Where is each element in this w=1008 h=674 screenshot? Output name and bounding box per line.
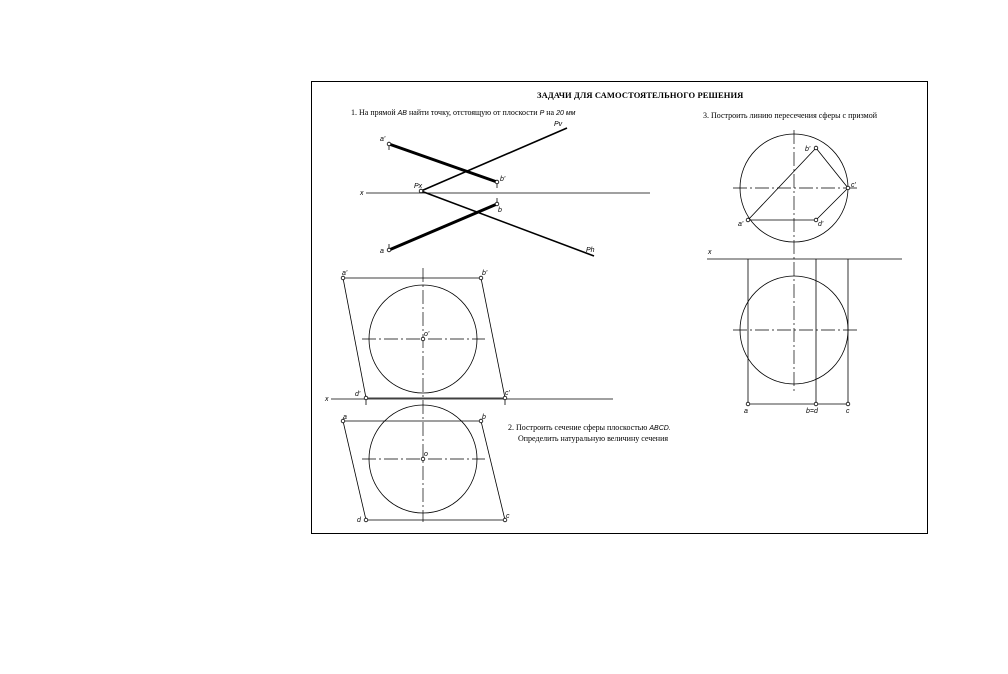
sheet-title: ЗАДАЧИ ДЛЯ САМОСТОЯТЕЛЬНОГО РЕШЕНИЯ bbox=[537, 90, 744, 100]
t2-point-d-prime bbox=[364, 396, 368, 400]
task2-plane-name: ABCD. bbox=[649, 425, 671, 432]
t1-label-a: a bbox=[380, 248, 384, 255]
t3-point-a bbox=[746, 402, 750, 406]
t1-label-b: b bbox=[498, 207, 502, 214]
t3-point-c bbox=[846, 402, 850, 406]
t1-label-a-prime: a' bbox=[380, 136, 386, 143]
task1-distance: 20 мм bbox=[556, 110, 576, 117]
t2-label-d: d bbox=[357, 517, 361, 524]
task2-statement-line2: Определить натуральную величину сечения bbox=[518, 434, 669, 443]
t2-label-b-prime: b' bbox=[482, 270, 488, 277]
t1-label-px: Px bbox=[414, 183, 423, 190]
t3-label-a-prime: a' bbox=[738, 221, 744, 228]
t2-point-d bbox=[364, 518, 368, 522]
t3-label-c: c bbox=[846, 408, 850, 415]
t3-label-x: x bbox=[708, 249, 712, 256]
t1-point-a-prime bbox=[387, 142, 391, 146]
t1-label-b-prime: b' bbox=[500, 176, 506, 183]
t2-label-d-prime: d' bbox=[355, 391, 361, 398]
task1-prefix: 1. На прямой bbox=[351, 108, 396, 117]
task1-dist-word: на bbox=[546, 108, 555, 117]
t3-point-a-prime bbox=[746, 218, 750, 222]
t1-line-ab-top bbox=[389, 204, 497, 250]
task2-prefix: 2. Построить сечение сферы плоскостью bbox=[508, 423, 648, 432]
t1-label-pv: Pv bbox=[554, 121, 563, 128]
t3-label-bd: b=d bbox=[806, 408, 818, 415]
t3-label-c-prime: c' bbox=[851, 182, 856, 189]
t2-label-o: o bbox=[424, 451, 428, 458]
t1-plane-trace-ph bbox=[421, 191, 594, 256]
t3-label-d-prime: d' bbox=[818, 221, 824, 228]
task1-middle: найти точку, отстоящую от плоскости bbox=[408, 108, 538, 117]
t1-point-b bbox=[495, 202, 499, 206]
t1-label-x: x bbox=[360, 190, 364, 197]
t3-point-bd bbox=[814, 402, 818, 406]
t2-label-c: c bbox=[506, 513, 510, 520]
t3-point-b-prime bbox=[814, 146, 818, 150]
task1-plane-name: P bbox=[539, 110, 545, 117]
t1-point-a bbox=[387, 248, 391, 252]
task1-line-name: AB bbox=[397, 110, 407, 117]
task3-statement: 3. Построить линию пересечения сферы с призмой bbox=[703, 111, 878, 120]
t1-point-b-prime bbox=[495, 180, 499, 184]
t2-label-x: x bbox=[325, 396, 329, 403]
t2-label-c-prime: c' bbox=[505, 390, 510, 397]
t3-label-b-prime: b' bbox=[805, 146, 811, 153]
t3-point-c-prime bbox=[846, 186, 850, 190]
task1-drawing bbox=[359, 121, 650, 256]
t1-label-ph: Ph bbox=[586, 247, 595, 254]
t2-label-b: b bbox=[482, 414, 486, 421]
task2-drawing bbox=[324, 268, 613, 524]
t2-label-a: a bbox=[343, 414, 347, 421]
task3-drawing bbox=[707, 130, 902, 415]
t2-label-a-prime: a' bbox=[342, 270, 348, 277]
t2-label-o-prime: o' bbox=[424, 331, 430, 338]
t3-prism-front bbox=[748, 148, 848, 220]
t1-line-ab-front bbox=[389, 144, 497, 182]
t2-plane-top bbox=[343, 421, 505, 520]
t3-label-a: a bbox=[744, 408, 748, 415]
